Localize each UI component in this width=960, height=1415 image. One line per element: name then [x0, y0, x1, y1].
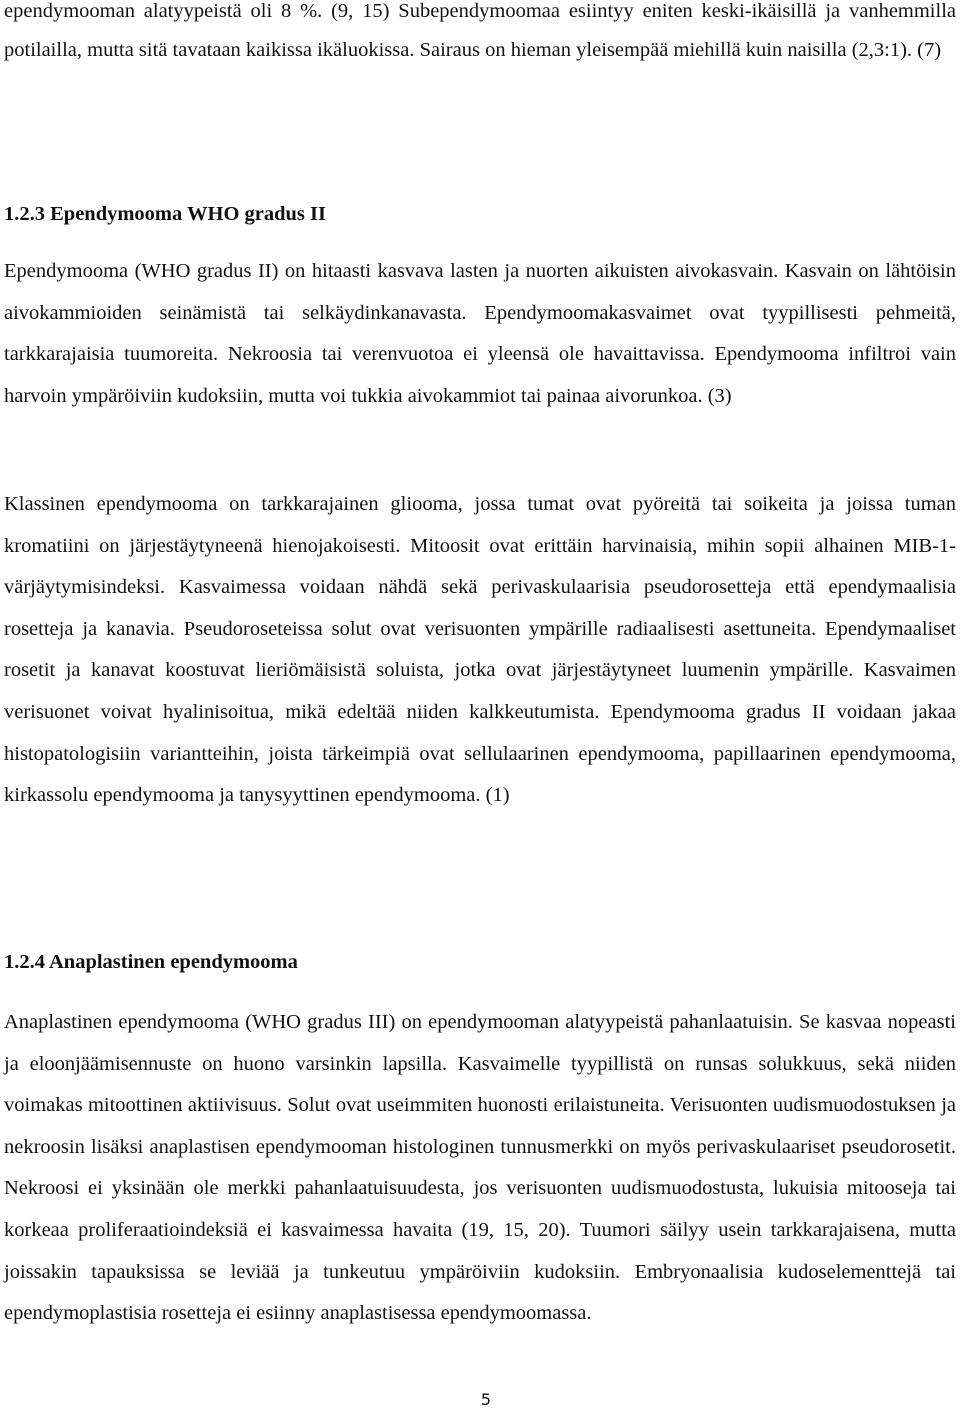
section-1-2-3-paragraph-1: Ependymooma (WHO gradus II) on hitaasti kasvava lasten ja nuorten aikuisten aivokasvain. Kasvain on lähtöisin aivokammioiden seinämistä tai selkäydinkanavasta. Ependymoomakasvaimet ovat tyypillisesti pehmeitä, tarkkarajaisia tuumoreita. Nekroosia tai verenvuotoa ei yleensä ole havaittavissa. Ependymooma infiltroi vain harvoin ympäröiviin kudoksiin, mutta voi tukkia aivokammiot tai painaa aivorunkoa. (3)	[4, 260, 956, 407]
section-heading-1-2-3: 1.2.3 Ependymooma WHO gradus II	[4, 203, 326, 225]
section-1-2-4-paragraph-1: Anaplastinen ependymooma (WHO gradus III) on ependymooman alatyypeistä pahanlaatuisin. Se kasvaa nopeasti ja eloonjäämisennuste on huono varsinkin lapsilla. Kasvaimelle tyypillistä on runsas solukkuus, sekä niiden voimakas mitoottinen aktiivisuus. Solut ovat useimmiten huonosti erilaistuneita. Verisuonten uudismuodostuksen ja nekroosin lisäksi anaplastisen ependymooman histologinen tunnusmerkki on myös perivaskulaariset pseudorosetit. Nekroosi ei yksinään ole merkki pahanlaatuisuudesta, jos verisuonten uudismuodostusta, lukuisia mitooseja tai korkeaa proliferaatioindeksiä ei kasvaimessa havaita (19, 15, 20). Tuumori säilyy usein tarkkarajaisena, mutta joissakin tapauksissa se leviää ja tunkeutuu ympäröiviin kudoksiin. Embryonaalisia kudoselementtejä tai ependymoplastisia rosetteja ei esiinny anaplastisessa ependymoomassa.	[4, 1011, 956, 1325]
section-1-2-3-paragraph-2: Klassinen ependymooma on tarkkarajainen gliooma, jossa tumat ovat pyöreitä tai soikeita ja joissa tuman kromatiini on järjestäytyneenä hienojakoisesti. Mitoosit ovat erittäin harvinaisia, mihin sopii alhainen MIB-1-värjäytymisindeksi. Kasvaimessa voidaan nähdä sekä perivaskulaarisia pseudorosetteja että ependymaalisia rosetteja ja kanavia. Pseudoroseteissa solut ovat verisuonten ympärille radiaalisesti asettuneita. Ependymaaliset rosetit ja kanavat koostuvat lieriömäisistä soluista, jotka ovat järjestäytyneet luumenin ympärille. Kasvaimen verisuonet voivat hyalinisoitua, mikä edeltää niiden kalkkeutumista. Ependymooma gradus II voidaan jakaa histopatologisiin variantteihin, joista tärkeimpiä ovat sellulaarinen ependymooma, papillaarinen ependymooma, kirkassolu ependymooma ja tanysyyttinen ependymooma. (1)	[4, 493, 956, 807]
top-paragraph: ependymooman alatyypeistä oli 8 %. (9, 15) Subependymoomaa esiintyy eniten keski-ikäisillä ja vanhemmilla potilailla, mutta sitä tavataan kaikissa ikäluokissa. Sairaus on hieman yleisempää miehillä kuin naisilla (2,3:1). (7)	[4, 0, 956, 61]
section-heading-1-2-4: 1.2.4 Anaplastinen ependymooma	[4, 951, 298, 973]
page-number: 5	[480, 1390, 492, 1409]
